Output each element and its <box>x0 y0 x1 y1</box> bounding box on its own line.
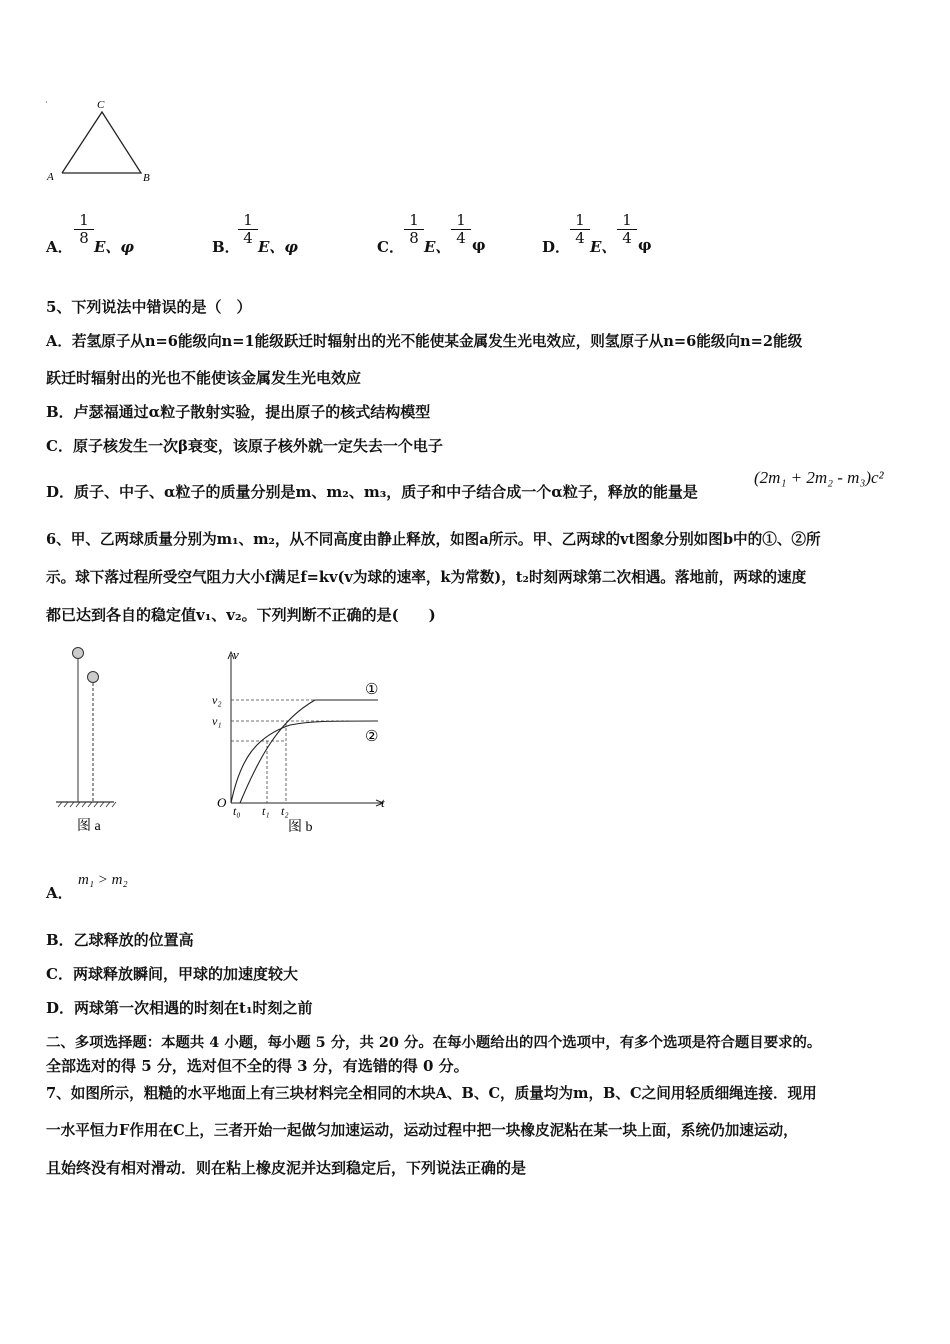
triangle-label-c: C <box>97 99 105 111</box>
q6-option-b[interactable]: B．乙球释放的位置高 <box>46 931 194 949</box>
option-text: φ <box>472 236 486 254</box>
q6-stem-line1: 6、甲、乙两球质量分别为m₁、m₂，从不同高度由静止释放，如图a所示。甲、乙两球的vt图象分别如图b中的①、②所 <box>46 531 821 548</box>
t0-label: t₀ <box>233 804 241 818</box>
option-text: E、 <box>424 238 451 256</box>
option-text: E、φ <box>94 238 135 256</box>
q7-stem-line2: 一水平恒力F作用在C上，三者开始一起做匀加速运动，运动过程中把一块橡皮泥粘在某一块上面，系统仍加速运动， <box>46 1122 798 1139</box>
q5-option-d-formula: (2m₁ + 2m₂ - m₃)c² <box>754 468 884 487</box>
triangle-label-a: A <box>47 171 54 183</box>
curve-1-label: ① <box>365 682 379 698</box>
ball-jia <box>73 648 84 659</box>
section2-instructions-line1: 二、多项选择题：本题共 4 小题，每小题 5 分，共 20 分。在每小题给出的四个选项中，有多个选项是符合题目要求的。 <box>46 1034 822 1051</box>
curve-2 <box>231 721 378 803</box>
fraction: $\frac{1}{8}$ <box>404 212 424 247</box>
option-letter: A． <box>46 238 73 256</box>
v1-label: v₁ <box>212 714 222 728</box>
option-letter: D． <box>542 238 571 256</box>
q5-option-b[interactable]: B．卢瑟福通过α粒子散射实验，提出原子的核式结构模型 <box>46 403 431 421</box>
q5-option-a-line2: 跃迁时辐射出的光也不能使该金属发生光电效应 <box>46 369 362 387</box>
section2-instructions-line2: 全部选对的得 5 分，选对但不全的得 3 分，有选错的得 0 分。 <box>46 1057 469 1075</box>
option-letter: C． <box>377 238 404 256</box>
figure-b-caption: 图 b <box>288 820 313 835</box>
q6-stem-line3: 都已达到各自的稳定值v₁、v₂。下列判断不正确的是( ) <box>46 606 436 624</box>
triangle-figure <box>40 95 160 190</box>
q5-option-d[interactable]: D．质子、中子、α粒子的质量分别是m、m₂、m₃，质子和中子结合成一个α粒子，释放的能量是 <box>46 483 698 501</box>
q6-option-c[interactable]: C．两球释放瞬间，甲球的加速度较大 <box>46 965 298 983</box>
option-text: E、 <box>590 238 617 256</box>
q5-stem: 5、下列说法中错误的是（ ） <box>46 298 252 316</box>
fraction: $\frac{1}{4}$ <box>617 212 637 247</box>
option-formula: m₁ > m₂ <box>78 872 128 888</box>
option-letter: B． <box>212 238 240 256</box>
fraction: $\frac{1}{4}$ <box>451 212 471 247</box>
triangle-label-b: B <box>143 172 150 184</box>
q7-stem-line1: 7、如图所示，粗糙的水平地面上有三块材料完全相同的木块A、B、C，质量均为m，B、C之间用轻质细绳连接．现用 <box>46 1085 817 1102</box>
option-text: E、φ <box>258 238 299 256</box>
q6-option-d[interactable]: D．两球第一次相遇的时刻在t₁时刻之前 <box>46 999 313 1017</box>
figure-a-caption: 图 a <box>77 819 101 834</box>
ball-yi <box>88 672 99 683</box>
svg-text:·: · <box>45 98 48 107</box>
fraction: $\frac{1}{4}$ <box>238 212 258 247</box>
q7-stem-line3: 且始终没有相对滑动．则在粘上橡皮泥并达到稳定后，下列说法正确的是 <box>46 1159 527 1177</box>
origin-label: O <box>217 795 227 810</box>
option-letter: A． <box>46 884 73 902</box>
figure-b <box>210 645 400 840</box>
v2-label: v₂ <box>212 693 222 707</box>
fraction: $\frac{1}{4}$ <box>570 212 590 247</box>
figure-a <box>50 640 130 840</box>
curve-2-label: ② <box>365 729 379 745</box>
v-axis-label: v <box>233 647 239 662</box>
curve-1 <box>240 700 378 803</box>
t1-label: t₁ <box>262 804 270 818</box>
q5-option-c[interactable]: C．原子核发生一次β衰变，该原子核外就一定失去一个电子 <box>46 437 443 455</box>
fraction: $\frac{1}{8}$ <box>74 212 94 247</box>
t2-label: t₂ <box>281 804 289 818</box>
q5-option-a-line1[interactable]: A．若氢原子从n=6能级向n=1能级跃迁时辐射出的光不能使某金属发生光电效应，则氢原子从n=6能级向n=2能级 <box>46 333 803 350</box>
option-text: φ <box>638 236 652 254</box>
q6-stem-line2: 示。球下落过程所受空气阻力大小f满足f=kv(v为球的速率，k为常数)，t₂时刻两球第二次相遇。落地前，两球的速度 <box>46 569 807 586</box>
t-axis-label: t <box>381 795 385 810</box>
